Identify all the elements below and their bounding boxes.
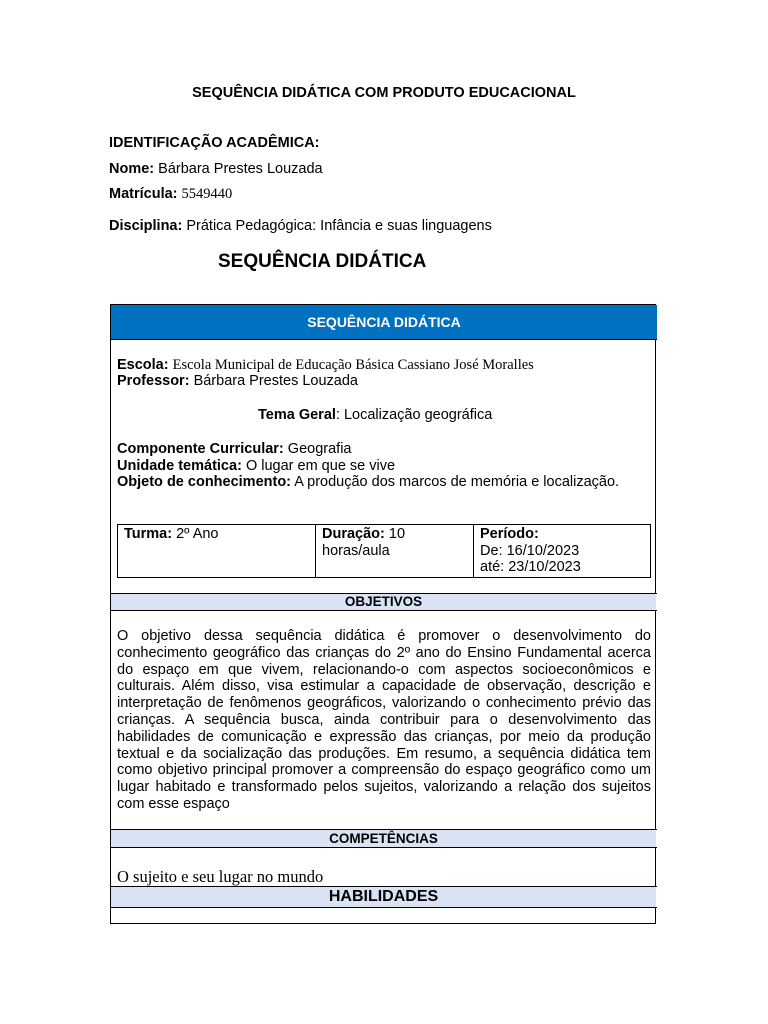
divider bbox=[110, 847, 657, 848]
professor-value: Bárbara Prestes Louzada bbox=[193, 373, 358, 389]
discipline-label: Disciplina: bbox=[109, 218, 183, 234]
professor-line bbox=[117, 373, 358, 390]
objetivos-text: O objetivo dessa sequência didática é promover o desenvolvimento do conhecimento geográfico das crianças do 2º ano do Ensino Fundamental acerca do espaço em que vivem, relacionando-o com aspectos socioeconômicos e culturais. Além disso, visa estimular a capacidade de observação, descrição e interpretação de fenômenos geográficos, valorizando o conhecimento prévio das crianças. A sequência busca, ainda contribuir para o desenvolvimento das habilidades de comunicação e expressão das crianças, por meio da produção textual e da socialização das produções. Em resumo, a sequência didática tem como objetivo principal promover a compreensão do espaço geográfico como um lugar habitado e transformado pelos sujeitos, valorizando a relação dos sujeitos com esse espaço bbox=[117, 628, 651, 812]
escola-value: Escola Municipal de Educação Básica Cassiano José Moralles bbox=[172, 357, 534, 373]
competencias-heading: COMPETÊNCIAS bbox=[111, 830, 656, 847]
duracao-cell bbox=[316, 525, 474, 578]
class-info-table bbox=[117, 524, 651, 578]
habilidades-heading: HABILIDADES bbox=[111, 887, 656, 907]
componente-line bbox=[117, 441, 351, 458]
componente-label: Componente Curricular: bbox=[117, 441, 284, 457]
turma-label: Turma: bbox=[124, 526, 173, 542]
document-title: SEQUÊNCIA DIDÁTICA COM PRODUTO EDUCACIONAL bbox=[192, 85, 576, 101]
divider bbox=[110, 610, 657, 611]
name-line bbox=[109, 161, 323, 177]
duracao-value: 10 horas/aula bbox=[322, 526, 406, 559]
discipline-value: Prática Pedagógica: Infância e suas linguagens bbox=[186, 218, 492, 234]
periodo-de: De: 16/10/2023 bbox=[480, 542, 580, 559]
divider bbox=[110, 907, 657, 908]
identification-heading: IDENTIFICAÇÃO ACADÊMICA: bbox=[109, 135, 320, 151]
tema-value: : Localização geográfica bbox=[335, 407, 493, 423]
turma-value: 2º Ano bbox=[176, 526, 219, 542]
periodo-ate: até: 23/10/2023 bbox=[480, 559, 581, 575]
objeto-line bbox=[117, 474, 651, 491]
section-title: SEQUÊNCIA DIDÁTICA bbox=[218, 251, 427, 272]
name-label: Nome: bbox=[109, 161, 155, 177]
componente-value: Geografia bbox=[287, 441, 352, 457]
matricula-value: 5549440 bbox=[181, 186, 233, 202]
competencias-text: O sujeito e seu lugar no mundo bbox=[117, 867, 324, 886]
tema-line bbox=[258, 407, 492, 424]
unidade-line bbox=[117, 458, 395, 475]
tema-label: Tema Geral bbox=[258, 407, 336, 423]
professor-label: Professor: bbox=[117, 373, 190, 389]
periodo-cell bbox=[474, 525, 651, 578]
unidade-value: O lugar em que se vive bbox=[245, 458, 396, 474]
escola-label: Escola: bbox=[117, 357, 169, 373]
objetivos-heading: OBJETIVOS bbox=[111, 594, 656, 610]
periodo-label: Período: bbox=[480, 526, 539, 542]
objeto-value: A produção dos marcos de memória e localização. bbox=[294, 474, 620, 490]
discipline-line bbox=[109, 218, 492, 234]
objeto-label: Objeto de conhecimento: bbox=[117, 474, 292, 490]
matricula-label: Matrícula: bbox=[109, 186, 178, 202]
matricula-line bbox=[109, 186, 232, 203]
table-row bbox=[118, 525, 651, 578]
duracao-label: Duração: bbox=[322, 526, 385, 542]
turma-cell bbox=[118, 525, 316, 578]
table-header: SEQUÊNCIA DIDÁTICA bbox=[111, 305, 657, 340]
name-value: Bárbara Prestes Louzada bbox=[158, 161, 323, 177]
unidade-label: Unidade temática: bbox=[117, 458, 242, 474]
escola-line bbox=[117, 357, 534, 374]
